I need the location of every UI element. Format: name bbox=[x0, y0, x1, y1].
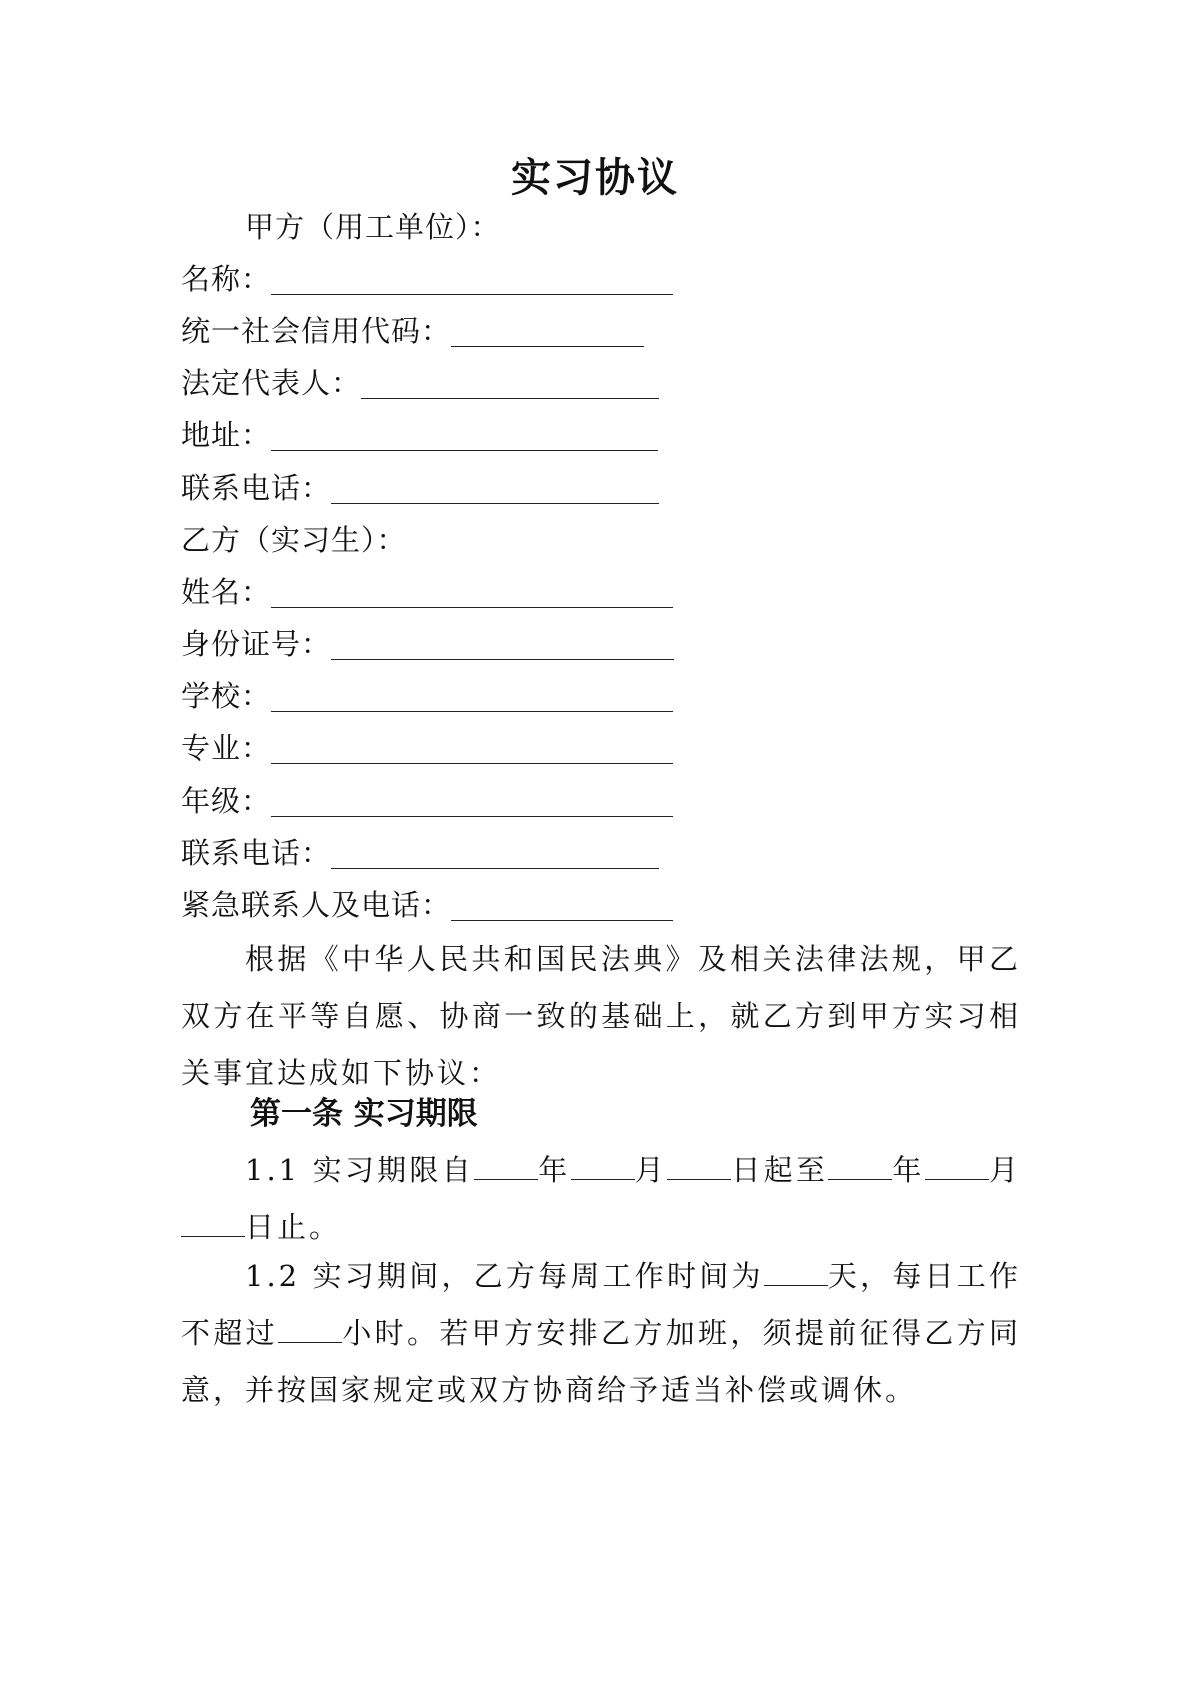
party-b-id-label: 身份证号： bbox=[181, 627, 332, 661]
party-a-heading: 甲方（用工单位）： bbox=[245, 210, 501, 244]
party-a-legal-rep-row bbox=[181, 363, 659, 403]
start-month-blank[interactable] bbox=[571, 1149, 635, 1180]
party-b-grade-blank[interactable] bbox=[271, 786, 673, 817]
party-a-credit-code-row bbox=[181, 311, 644, 351]
party-a-name-row bbox=[181, 259, 673, 299]
article-1-heading: 第一条 实习期限 bbox=[250, 1096, 478, 1132]
party-b-phone-label: 联系电话： bbox=[181, 836, 332, 870]
party-a-address-label: 地址： bbox=[181, 418, 272, 452]
clause-1-1-day1: 日起至 bbox=[731, 1153, 829, 1187]
clause-1-2 bbox=[181, 1248, 1021, 1419]
party-b-id-blank[interactable] bbox=[331, 629, 674, 660]
start-year-blank[interactable] bbox=[474, 1149, 538, 1180]
clause-1-1-year2: 年 bbox=[892, 1153, 925, 1187]
clause-1-1-text-start: 实习期限自 bbox=[312, 1153, 474, 1187]
party-b-school-blank[interactable] bbox=[271, 681, 673, 712]
party-b-heading: 乙方（实习生）： bbox=[181, 523, 407, 557]
party-a-phone-label: 联系电话： bbox=[181, 471, 332, 505]
clause-1-2-text-b: 天，每日工作不超过 bbox=[181, 1259, 1021, 1350]
party-b-name-row bbox=[181, 572, 673, 612]
hours-per-day-blank[interactable] bbox=[278, 1312, 342, 1343]
party-b-school-label: 学校： bbox=[181, 679, 272, 713]
party-b-phone-row bbox=[181, 833, 659, 873]
clause-1-2-text-c: 小时。若甲方安排乙方加班，须提前征得乙方同意，并按国家规定或双方协商给予适当补偿或调休。 bbox=[181, 1316, 1021, 1407]
clause-1-1 bbox=[181, 1142, 1021, 1256]
end-year-blank[interactable] bbox=[828, 1149, 892, 1180]
party-a-name-label: 名称： bbox=[181, 262, 272, 296]
end-day-blank[interactable] bbox=[181, 1206, 245, 1237]
clause-1-2-number: 1.2 bbox=[245, 1259, 301, 1293]
party-a-address-row bbox=[181, 415, 658, 455]
party-a-legal-rep-label: 法定代表人： bbox=[181, 366, 362, 400]
days-per-week-blank[interactable] bbox=[764, 1255, 828, 1286]
party-a-credit-code-label: 统一社会信用代码： bbox=[181, 314, 452, 348]
clause-1-1-day2: 日止。 bbox=[245, 1210, 342, 1244]
party-b-grade-row bbox=[181, 781, 673, 821]
party-b-id-row bbox=[181, 624, 674, 664]
clause-1-2-text-a: 实习期间，乙方每周工作时间为 bbox=[312, 1259, 764, 1293]
party-b-major-label: 专业： bbox=[181, 731, 272, 765]
document-title: 实习协议 bbox=[511, 155, 679, 201]
preamble-paragraph: 根据《中华人民共和国民法典》及相关法律法规，甲乙双方在平等自愿、协商一致的基础上，就乙方到甲方实习相关事宜达成如下协议： bbox=[181, 942, 1021, 1090]
party-b-phone-blank[interactable] bbox=[331, 838, 659, 869]
party-b-major-blank[interactable] bbox=[271, 733, 673, 764]
clause-1-1-number: 1.1 bbox=[245, 1153, 301, 1187]
start-day-blank[interactable] bbox=[667, 1149, 731, 1180]
party-b-name-blank[interactable] bbox=[271, 577, 673, 608]
party-b-school-row bbox=[181, 676, 673, 716]
party-b-grade-label: 年级： bbox=[181, 784, 272, 818]
clause-1-1-month1: 月 bbox=[634, 1153, 668, 1187]
end-month-blank[interactable] bbox=[925, 1149, 989, 1180]
party-a-address-blank[interactable] bbox=[271, 420, 658, 451]
party-a-phone-row bbox=[181, 468, 659, 508]
party-a-credit-code-blank[interactable] bbox=[451, 316, 644, 347]
clause-1-1-month2: 月 bbox=[988, 1153, 1021, 1187]
party-b-name-label: 姓名： bbox=[181, 575, 272, 609]
party-a-name-blank[interactable] bbox=[271, 264, 673, 295]
party-b-emergency-label: 紧急联系人及电话： bbox=[181, 888, 452, 922]
party-a-legal-rep-blank[interactable] bbox=[361, 368, 659, 399]
clause-1-1-year1: 年 bbox=[537, 1153, 571, 1187]
party-a-phone-blank[interactable] bbox=[331, 473, 659, 504]
party-b-major-row bbox=[181, 728, 673, 768]
party-b-emergency-blank[interactable] bbox=[451, 890, 673, 921]
party-b-emergency-row bbox=[181, 885, 673, 925]
